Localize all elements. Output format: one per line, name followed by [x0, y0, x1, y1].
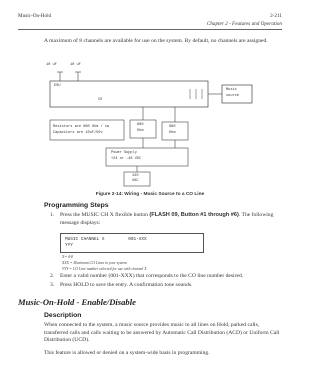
step-2-number: 2. [50, 273, 55, 279]
power-supply-voltage: +24 or -48 VDC [111, 157, 142, 161]
power-supply-label: Power Supply [111, 151, 137, 155]
step-1-text-c: . The following [238, 212, 274, 218]
header-rule [18, 29, 282, 30]
co-label: CO [98, 98, 103, 102]
lcd-note-3: YYY = CO Line number selected for use with channel X [62, 267, 147, 271]
resistor-note-2: Capacitors are 10uF/50v [53, 131, 103, 135]
music-source-label-2: source [226, 94, 239, 98]
programming-steps-heading: Programming Steps [44, 202, 109, 209]
figure-caption: Figure 2-14: Wiring - Music Source to a CO Line [95, 192, 205, 197]
resistor-1-value: 680 [137, 123, 144, 127]
chapter-subtitle: Chapter 2 - Features and Operation [206, 21, 282, 27]
description-heading: Description [44, 312, 82, 319]
step-1-number: 1. [50, 212, 55, 218]
step-2-text: Enter a valid number (001-XXX) that corresponds to the CO line number desired. [60, 273, 244, 279]
wiring-diagram-svg [44, 58, 260, 188]
page-number: 2-211 [270, 13, 282, 19]
description-paragraph-1: When connected to the system, a music source provides music to all lines on Hold, parked calls, transferred calls and calls waiting to be answered by Automatic Call Distribution (ACD) or Uniform Call Distribution (UCD). [44, 322, 280, 344]
resistor-2-value: 680 [169, 125, 176, 129]
step-3-number: 3. [50, 282, 55, 288]
description-paragraph-2: This feature is allowed or denied on a system-wide basis in programming. [44, 350, 210, 356]
lcd-line-2: YYY [65, 243, 73, 248]
resistor-2-unit: Ohm [169, 131, 176, 135]
wiring-diagram [44, 58, 260, 188]
cap-left-label: 10 uF [46, 63, 57, 67]
lcd-display [60, 233, 204, 253]
step-1-button-ref: (FLASH 09, Button #1 through #6) [149, 212, 239, 218]
step-1-text [60, 212, 282, 227]
section-title: Music-On-Hold - Enable/Disable [18, 297, 136, 307]
vac-unit: VAC [132, 179, 139, 183]
resistor-note-box [50, 120, 124, 140]
resistor-1-unit: Ohm [137, 129, 144, 133]
music-source-label-1: Music [226, 88, 237, 92]
lcd-line-1: MUSIC CHANNEL X 001-XXX [65, 237, 147, 242]
step-3-text: Press HOLD to save the entry. A confirmation tone sounds. [60, 282, 193, 288]
lcd-note-2: XXX = Maximum CO Lines in your system [62, 261, 127, 265]
intro-paragraph: A maximum of 8 channels are available for use on the system. By default, no channels are assigned. [44, 38, 268, 44]
running-header-title: Music-On-Hold [18, 13, 52, 19]
cap-right-label: 10 uF [70, 63, 81, 67]
lcd-note-1: X= 4-8 [62, 255, 73, 259]
esu-box [50, 81, 208, 107]
vac-value: 120 [132, 174, 139, 178]
esu-label: ESU [54, 84, 61, 88]
resistor-note-1: Resistors are 680 Ohm / 1w [53, 125, 110, 129]
step-1-text-a: Press the MUSIC CH X flexible button [60, 212, 150, 218]
step-1-text-d: message displays: [60, 219, 101, 226]
